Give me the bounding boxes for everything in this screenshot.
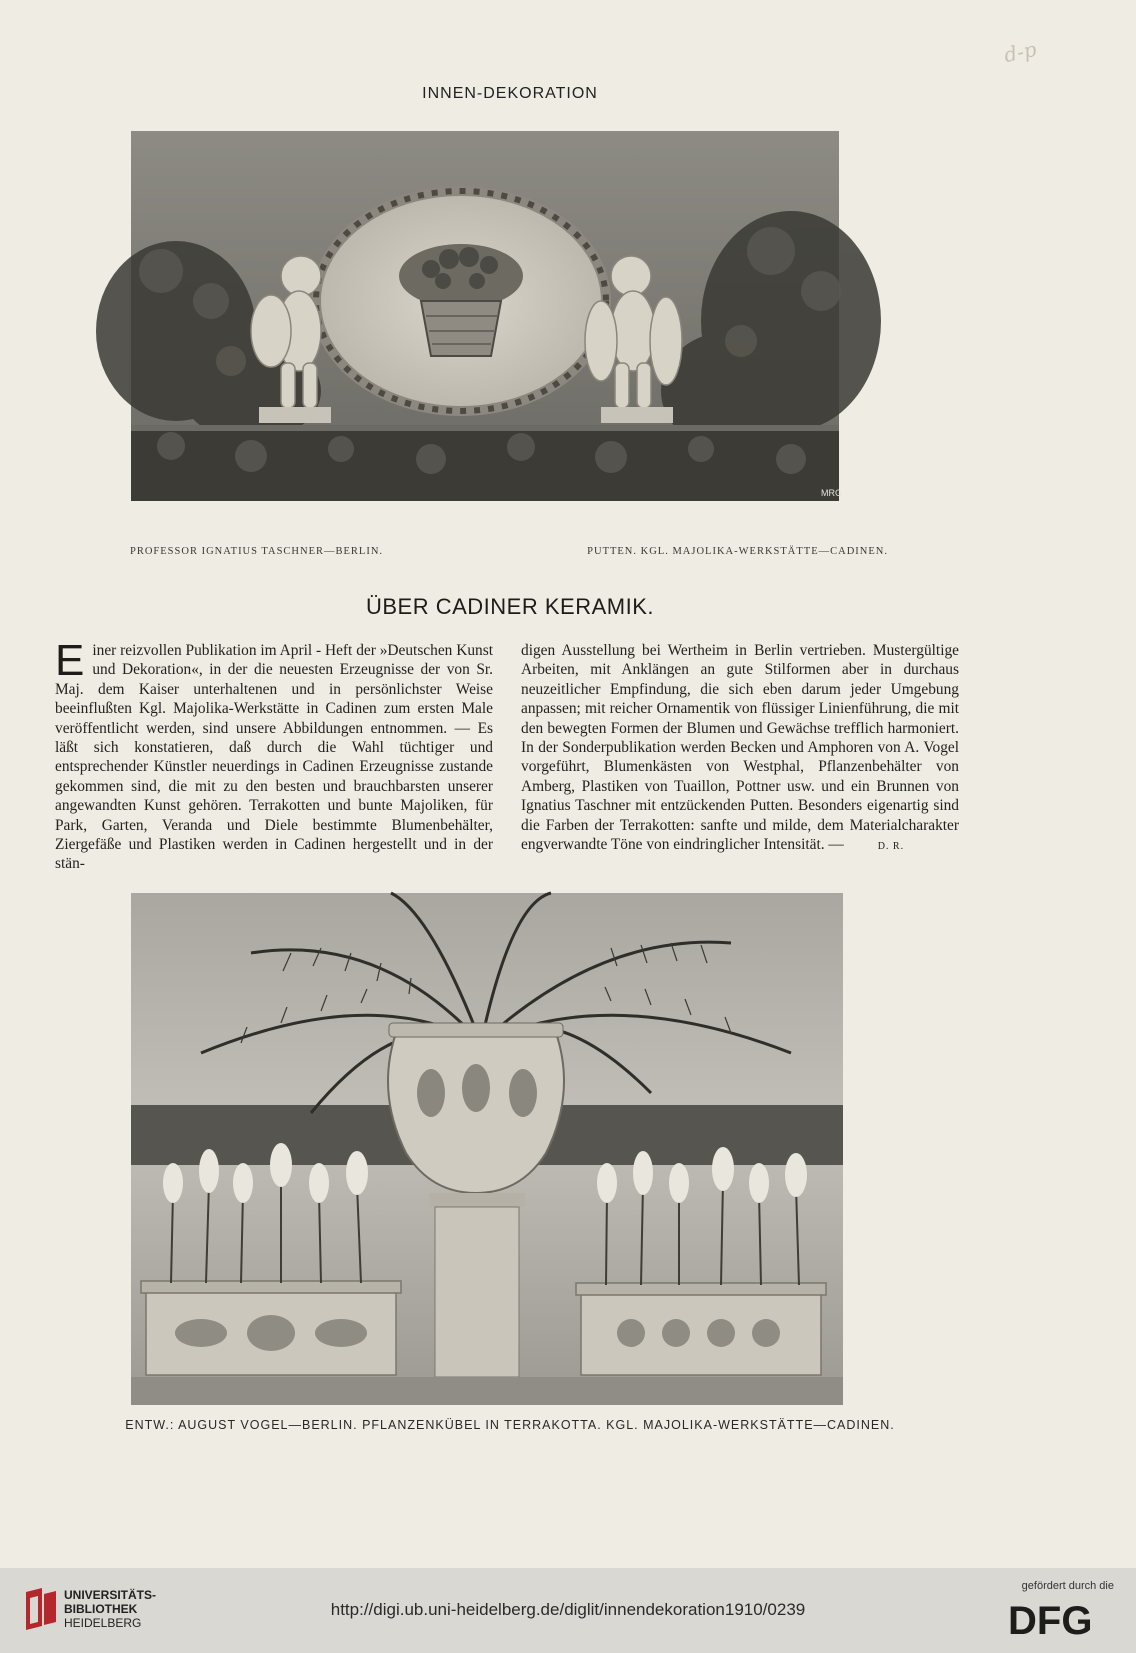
caption-work: PUTTEN. KGL. MAJOLIKA-WERKSTÄTTE—CADINEN. — [587, 546, 888, 557]
photo-putti-relief — [131, 131, 842, 501]
funding-note: gefördert durch die — [1021, 1580, 1114, 1592]
photo-monogram: MRG — [821, 488, 842, 498]
library-line-1: UNIVERSITÄTS- — [64, 1588, 157, 1602]
article-column-left — [55, 636, 493, 874]
running-head: INNEN-DEKORATION — [422, 85, 598, 102]
digitisation-footer — [0, 1568, 1136, 1653]
column-left-text: iner reizvollen Publikation im April - Heft der »Deutschen Kunst und Dekoration«, in der die neuesten Erzeugnisse der von Sr. Maj. dem Kaiser unterhaltenen und in persönlichster Weise beeinflußten Kgl. Majolika-Werkstätte in Cadinen zum ersten Male veröffentlicht werden, sind unsere Abbildungen entnommen. — Es läßt sich konstatieren, daß durch die Wahl tüchtiger und entsprechender Künstler neuerdings in Cadinen Erzeugnisse zustande gekommen sind, die mit zu den besten und brauchbarsten unserer angewandten Kunst gehören. Terrakotten und bunte Majoliken, für Park, Garten, Veranda und Diele bestimmte Blumenbehälter, Ziergefäße und Plastiken werden in Cadinen hergestellt und in der stän- — [55, 642, 493, 873]
article-column-right — [521, 641, 959, 856]
author-signature: D. R. — [877, 841, 905, 853]
pencil-annotation: d-p — [1001, 36, 1039, 68]
drop-cap: E — [55, 636, 85, 685]
library-line-2: BIBLIOTHEK — [64, 1602, 138, 1616]
article-title: ÜBER CADINER KERAMIK. — [366, 594, 654, 619]
column-right-text: digen Ausstellung bei Wertheim in Berlin vertrieben. Mustergültige Arbeiten, mit Anklängen an gute Stilformen aber in durchaus neuzeitlicher Empfindung, die sich eben darum jeder Umgebung anpassen; mit reicher Ornamentik von flüssiger Linienführung, die mit den bewegten Formen der Blumen und Gewächse trefflich harmoniert. In der Sonderpublikation werden Becken und Amphoren von A. Vogel vorgeführt, Blumenkästen von Westphal, Pflanzenbehälter von Amberg, Plastiken von Tuaillon, Pottner usw. und ein Brunnen von Ignatius Taschner mit entzückenden Putten. Besonders eigenartig sind die Farben der Terrakotten: sanfte und milde, dem Materialcharakter engverwandte Töne von eindringlicher Intensität. — — [521, 642, 959, 854]
photo-terracotta-planter — [131, 893, 843, 1405]
permalink-url[interactable]: http://digi.ub.uni-heidelberg.de/diglit/innendekoration1910/0239 — [330, 1600, 806, 1619]
planter-illustration — [131, 893, 843, 1405]
caption-artist: PROFESSOR IGNATIUS TASCHNER—BERLIN. — [130, 546, 384, 557]
dfg-logo-text: DFG — [1008, 1599, 1093, 1643]
caption-planter: ENTW.: AUGUST VOGEL—BERLIN. PFLANZENKÜBEL IN TERRAKOTTA. KGL. MAJOLIKA-WERKSTÄTTE—CADINEN. — [125, 1418, 895, 1432]
library-line-3: HEIDELBERG — [64, 1616, 142, 1630]
dfg-logo-icon — [1008, 1598, 1116, 1643]
putti-relief-illustration — [131, 131, 842, 501]
